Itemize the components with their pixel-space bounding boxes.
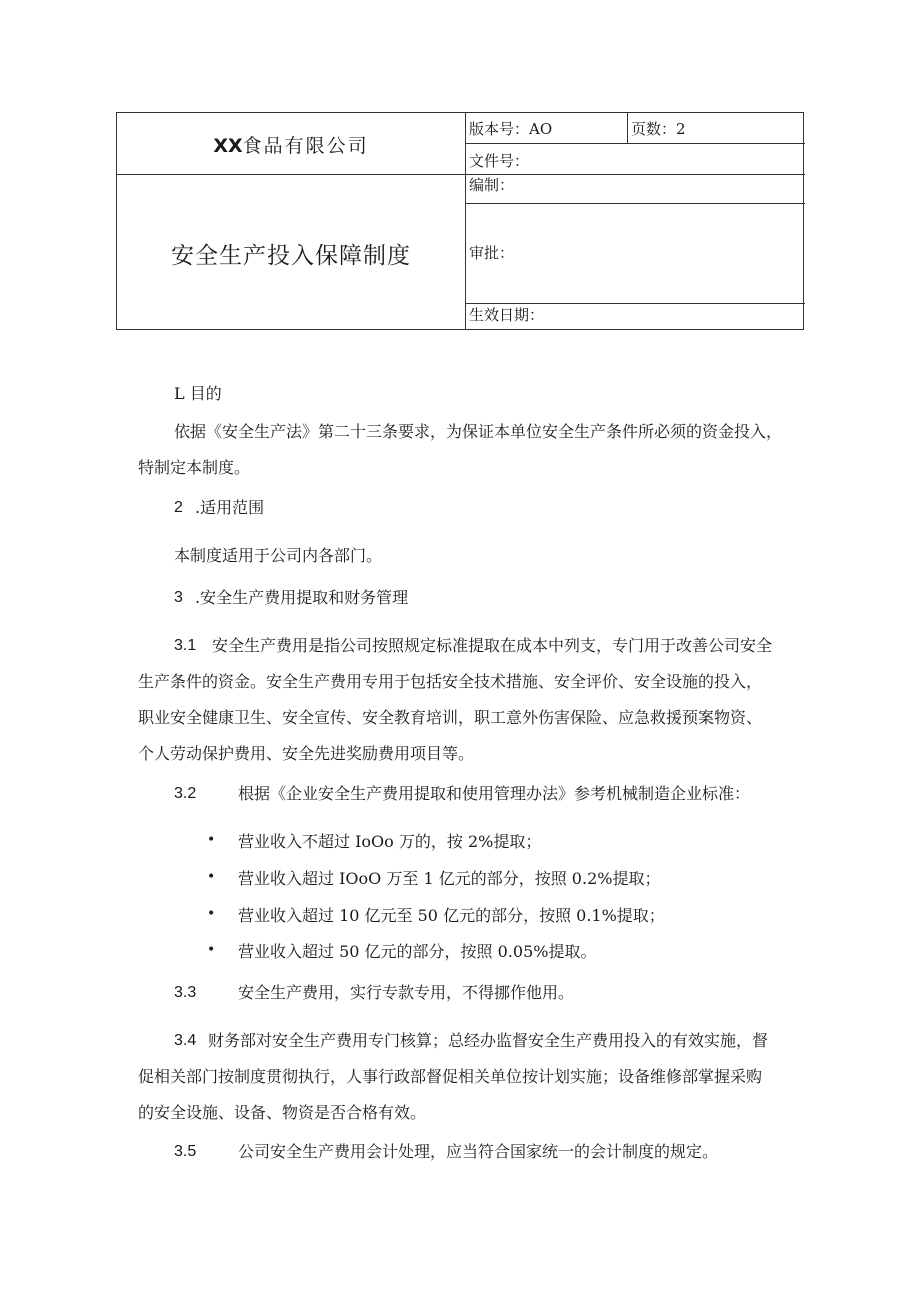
file-number-field: 文件号： (469, 152, 530, 170)
list-item: 营业收入不超过 IoOo 万的，按 2%提取； (238, 832, 542, 851)
list-item: 营业收入超过 10 亿元至 50 亿元的部分，按照 0.1%提取； (238, 906, 665, 925)
paragraph-line: 生产条件的资金。安全生产费用专用于包括安全技术措施、安全评价、安全设施的投入， (138, 672, 763, 691)
paragraph-line: 本制度适用于公司内各部门。 (174, 546, 383, 565)
clause-number: 3.4 (174, 1032, 197, 1049)
paragraph-line: 安全生产费用，实行专款专用，不得挪作他用。 (238, 983, 575, 1002)
table-divider (465, 203, 805, 204)
table-divider (465, 303, 805, 304)
clause-number: 3.5 (174, 1143, 197, 1160)
effective-date-field: 生效日期： (469, 306, 545, 324)
pages-field: 页数：2 (631, 120, 686, 138)
editor-field: 编制： (469, 176, 515, 194)
list-item: 营业收入超过 50 亿元的部分，按照 0.05%提取。 (238, 942, 597, 961)
bullet-icon: • (207, 869, 216, 885)
paragraph-line: 安全生产费用是指公司按照规定标准提取在成本中列支，专门用于改善公司安全 (212, 636, 773, 655)
bullet-icon: • (207, 906, 216, 922)
paragraph-line: 职业安全健康卫生、安全宣传、安全教育培训，职工意外伤害保险、应急救援预案物资、 (138, 708, 763, 727)
section-number: 2 (174, 499, 183, 516)
section-heading-scope: .适用范围 (195, 498, 265, 517)
document-header-table (116, 112, 804, 330)
section-heading-finance: .安全生产费用提取和财务管理 (195, 588, 409, 607)
paragraph-line: 根据《企业安全生产费用提取和使用管理办法》参考机械制造企业标准： (238, 784, 751, 803)
section-number: 3 (174, 589, 183, 606)
bullet-icon: • (207, 832, 216, 848)
bullet-icon: • (207, 942, 216, 958)
table-divider (465, 113, 466, 329)
company-name: XX食品有限公司 (213, 135, 369, 157)
table-divider (117, 174, 465, 175)
clause-number: 3.1 (174, 637, 197, 654)
table-divider (465, 174, 805, 175)
clause-number: 3.2 (174, 785, 197, 802)
paragraph-line: 依据《安全生产法》第二十三条要求，为保证本单位安全生产条件所必须的资金投入， (174, 422, 783, 441)
paragraph-line: 特制定本制度。 (138, 458, 251, 477)
section-heading-purpose: L 目的 (174, 384, 222, 403)
paragraph-line: 公司安全生产费用会计处理，应当符合国家统一的会计制度的规定。 (238, 1142, 719, 1161)
approval-field: 审批： (469, 244, 515, 262)
paragraph-line: 财务部对安全生产费用专门核算；总经办监督安全生产费用投入的有效实施，督 (208, 1031, 769, 1050)
list-item: 营业收入超过 IOoO 万至 1 亿元的部分，按照 0.2%提取； (238, 869, 661, 888)
table-divider (465, 143, 805, 144)
paragraph-line: 个人劳动保护费用、安全先进奖励费用项目等。 (138, 744, 475, 763)
clause-number: 3.3 (174, 984, 197, 1001)
paragraph-line: 的安全设施、设备、物资是否合格有效。 (138, 1103, 427, 1122)
table-divider (627, 113, 628, 143)
document-title: 安全生产投入保障制度 (171, 243, 411, 269)
paragraph-line: 促相关部门按制度贯彻执行，人事行政部督促相关单位按计划实施；设备维修部掌握采购 (138, 1067, 763, 1086)
version-field: 版本号：AO (469, 120, 553, 138)
